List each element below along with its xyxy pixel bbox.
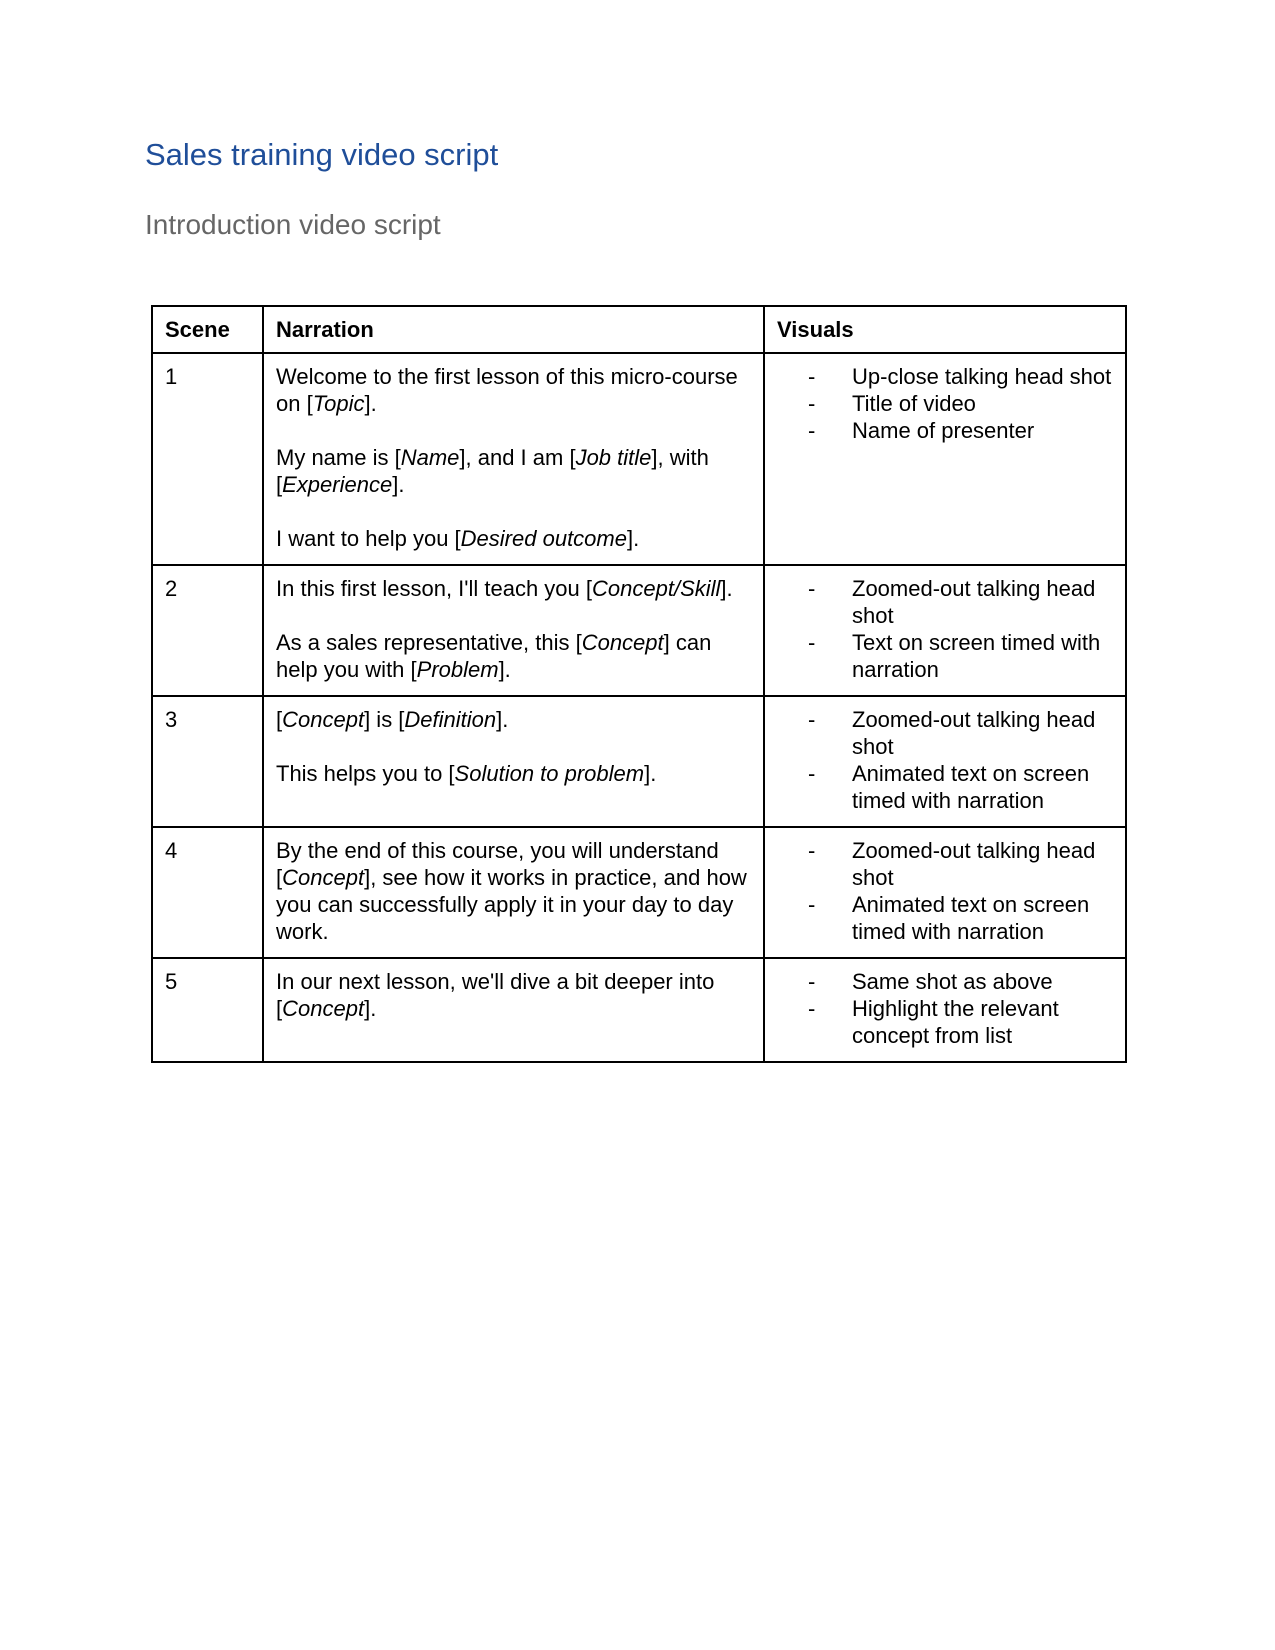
bullet-dash: - <box>808 707 816 732</box>
visuals-item-text: Animated text on screen timed with narration <box>852 761 1090 813</box>
visuals-item-text: Zoomed-out talking head shot <box>852 707 1096 759</box>
scene-number-cell: 1 <box>152 353 263 565</box>
narration-text: ]. <box>498 657 511 682</box>
visuals-item-text: Same shot as above <box>852 969 1053 994</box>
column-header-visuals: Visuals <box>764 306 1126 353</box>
bullet-dash: - <box>808 996 816 1021</box>
narration-text: ], with [ <box>276 445 709 497</box>
placeholder-text: Solution to problem <box>454 761 645 786</box>
video-script-table <box>151 305 1127 1063</box>
placeholder-text: Problem <box>416 657 499 682</box>
visuals-list-item <box>777 417 1113 444</box>
narration-text: By the end of this course, you will understand [ <box>276 838 719 890</box>
placeholder-text: Name <box>400 445 460 470</box>
narration-paragraph <box>276 837 751 945</box>
visuals-cell <box>764 696 1126 827</box>
visuals-list-item <box>777 968 1113 995</box>
narration-text: ] can help you with [ <box>276 630 712 682</box>
placeholder-text: Concept <box>282 865 365 890</box>
placeholder-text: Experience <box>282 472 393 497</box>
scene-number-cell: 3 <box>152 696 263 827</box>
narration-text: This helps you to [ <box>276 761 455 786</box>
scene-number-cell: 2 <box>152 565 263 696</box>
visuals-list <box>777 363 1113 444</box>
bullet-dash: - <box>808 418 816 443</box>
narration-cell <box>263 696 764 827</box>
visuals-item-text: Up-close talking head shot <box>852 364 1112 389</box>
narration-paragraph <box>276 363 751 417</box>
visuals-cell <box>764 565 1126 696</box>
visuals-item-text: Highlight the relevant concept from list <box>852 996 1059 1048</box>
visuals-cell <box>764 353 1126 565</box>
narration-text: ]. <box>626 526 640 551</box>
visuals-list-item <box>777 760 1113 814</box>
narration-cell <box>263 565 764 696</box>
table-header-row <box>152 306 1126 353</box>
column-header-narration: Narration <box>263 306 764 353</box>
visuals-cell <box>764 827 1126 958</box>
narration-text: ] is [ <box>364 707 405 732</box>
narration-paragraph <box>276 525 751 552</box>
narration-text: ]. <box>496 707 509 732</box>
narration-paragraph <box>276 968 751 1022</box>
placeholder-text: Concept <box>282 707 365 732</box>
narration-text: In this first lesson, I'll teach you [ <box>276 576 593 601</box>
narration-paragraph <box>276 575 751 602</box>
narration-paragraph <box>276 444 751 498</box>
bullet-dash: - <box>808 576 816 601</box>
table-body <box>152 353 1126 1062</box>
visuals-item-text: Zoomed-out talking head shot <box>852 576 1096 628</box>
document-title: Sales training video script <box>145 137 499 172</box>
visuals-list-item <box>777 575 1113 629</box>
narration-cell <box>263 353 764 565</box>
narration-text: [ <box>276 707 283 732</box>
narration-paragraph <box>276 706 751 733</box>
visuals-list <box>777 575 1113 683</box>
placeholder-text: Definition <box>404 707 497 732</box>
placeholder-text: Job title <box>575 445 652 470</box>
visuals-cell <box>764 958 1126 1062</box>
narration-text: ]. <box>364 391 377 416</box>
visuals-list <box>777 968 1113 1049</box>
visuals-list-item <box>777 837 1113 891</box>
narration-text: Welcome to the first lesson of this micro-course on [ <box>276 364 738 416</box>
bullet-dash: - <box>808 892 816 917</box>
bullet-dash: - <box>808 364 816 389</box>
visuals-list <box>777 837 1113 945</box>
placeholder-text: Desired outcome <box>460 526 627 551</box>
table-row <box>152 827 1126 958</box>
table-row <box>152 565 1126 696</box>
visuals-list-item <box>777 706 1113 760</box>
narration-text: ], and I am [ <box>459 445 576 470</box>
narration-text: ]. <box>392 472 405 497</box>
narration-cell <box>263 827 764 958</box>
table-row <box>152 958 1126 1062</box>
narration-text: As a sales representative, this [ <box>276 630 582 655</box>
visuals-item-text: Title of video <box>852 391 976 416</box>
placeholder-text: Concept/Skill <box>592 576 721 601</box>
placeholder-text: Concept <box>581 630 664 655</box>
visuals-list-item <box>777 390 1113 417</box>
placeholder-text: Concept <box>282 996 365 1021</box>
narration-paragraph <box>276 760 751 787</box>
bullet-dash: - <box>808 838 816 863</box>
visuals-list-item <box>777 629 1113 683</box>
visuals-item-text: Text on screen timed with narration <box>852 630 1101 682</box>
scene-number-cell: 4 <box>152 827 263 958</box>
visuals-item-text: Name of presenter <box>852 418 1035 443</box>
column-header-scene: Scene <box>152 306 263 353</box>
visuals-list <box>777 706 1113 814</box>
bullet-dash: - <box>808 969 816 994</box>
table-row <box>152 696 1126 827</box>
narration-text: ], see how it works in practice, and how you can successfully apply it in your day to day work. <box>276 865 747 944</box>
visuals-item-text: Zoomed-out talking head shot <box>852 838 1096 890</box>
narration-paragraph <box>276 629 751 683</box>
visuals-item-text: Animated text on screen timed with narration <box>852 892 1090 944</box>
visuals-list-item <box>777 995 1113 1049</box>
document-subtitle: Introduction video script <box>145 209 441 240</box>
table-row <box>152 353 1126 565</box>
narration-cell <box>263 958 764 1062</box>
narration-text: In our next lesson, we'll dive a bit deeper into [ <box>276 969 715 1021</box>
visuals-list-item <box>777 363 1113 390</box>
bullet-dash: - <box>808 761 816 786</box>
visuals-list-item <box>777 891 1113 945</box>
narration-text: ]. <box>720 576 733 601</box>
scene-number-cell: 5 <box>152 958 263 1062</box>
bullet-dash: - <box>808 391 816 416</box>
placeholder-text: Topic <box>312 391 365 416</box>
narration-text: I want to help you [ <box>276 526 461 551</box>
narration-text: My name is [ <box>276 445 401 470</box>
narration-text: ]. <box>364 996 377 1021</box>
bullet-dash: - <box>808 630 816 655</box>
narration-text: ]. <box>644 761 657 786</box>
